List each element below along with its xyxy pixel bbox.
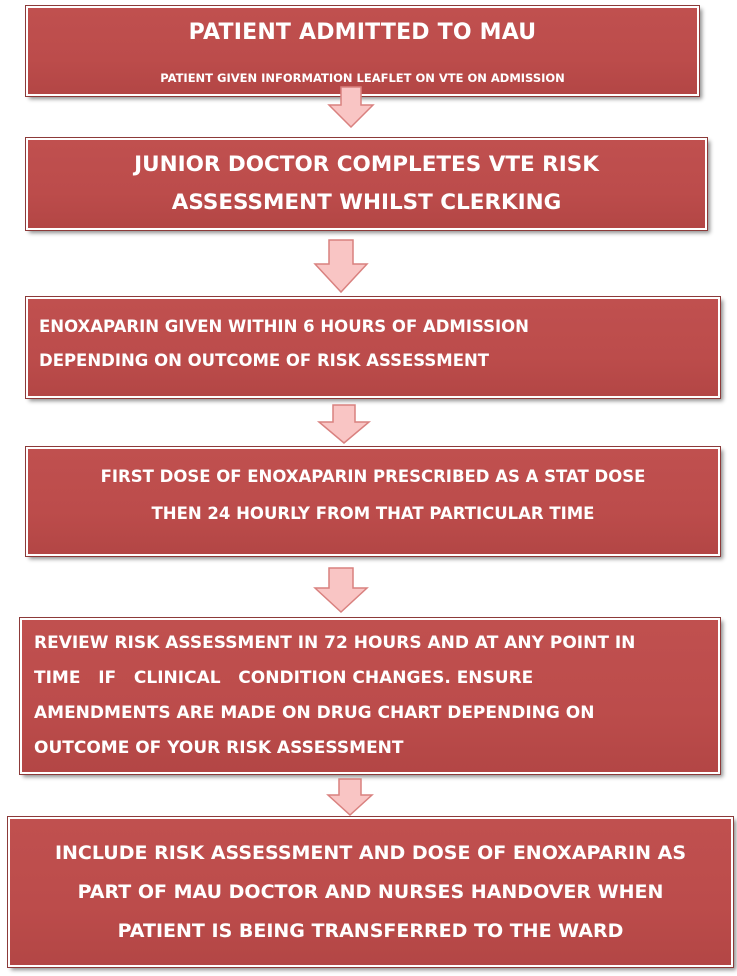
flow-step-1 <box>26 6 699 96</box>
step-4-line-2: THEN 24 HOURLY FROM THAT PARTICULAR TIME <box>151 503 595 523</box>
step-3-line-2: DEPENDING ON OUTCOME OF RISK ASSESSMENT <box>39 350 490 370</box>
step-6-line-1: INCLUDE RISK ASSESSMENT AND DOSE OF ENOXAPARIN AS <box>54 841 687 864</box>
step-4-line-1: FIRST DOSE OF ENOXAPARIN PRESCRIBED AS A STAT DOSE <box>100 466 646 486</box>
step-3-line-1: ENOXAPARIN GIVEN WITHIN 6 HOURS OF ADMISSION <box>39 316 529 336</box>
down-arrow-icon <box>314 239 368 293</box>
step-6-line-2: PART OF MAU DOCTOR AND NURSES HANDOVER WHEN <box>77 880 664 903</box>
down-arrow-icon <box>318 404 370 444</box>
down-arrow-icon <box>327 778 373 816</box>
flow-step-2 <box>26 138 707 230</box>
step-5-line-3: AMENDMENTS ARE MADE ON DRUG CHART DEPENDING ON <box>34 703 595 723</box>
flow-step-6 <box>8 817 733 967</box>
step-5-line-4: OUTCOME OF YOUR RISK ASSESSMENT <box>34 738 404 758</box>
step-5-line-1: REVIEW RISK ASSESSMENT IN 72 HOURS AND AT ANY POINT IN <box>34 633 636 653</box>
step-6-line-3: PATIENT IS BEING TRANSFERRED TO THE WARD <box>117 919 624 942</box>
down-arrow-icon <box>328 86 374 128</box>
down-arrow-icon <box>314 567 368 613</box>
step-1-subtitle: PATIENT GIVEN INFORMATION LEAFLET ON VTE ON ADMISSION <box>160 71 565 85</box>
flow-step-3 <box>26 297 720 398</box>
step-2-line-2: ASSESSMENT WHILST CLERKING <box>171 190 562 215</box>
step-1-title: PATIENT ADMITTED TO MAU <box>188 20 537 45</box>
step-2-line-1: JUNIOR DOCTOR COMPLETES VTE RISK <box>134 152 599 177</box>
flow-step-4 <box>26 447 720 556</box>
step-5-line-2: TIME IF CLINICAL CONDITION CHANGES. ENSURE <box>34 668 534 688</box>
flow-step-5 <box>20 618 720 774</box>
